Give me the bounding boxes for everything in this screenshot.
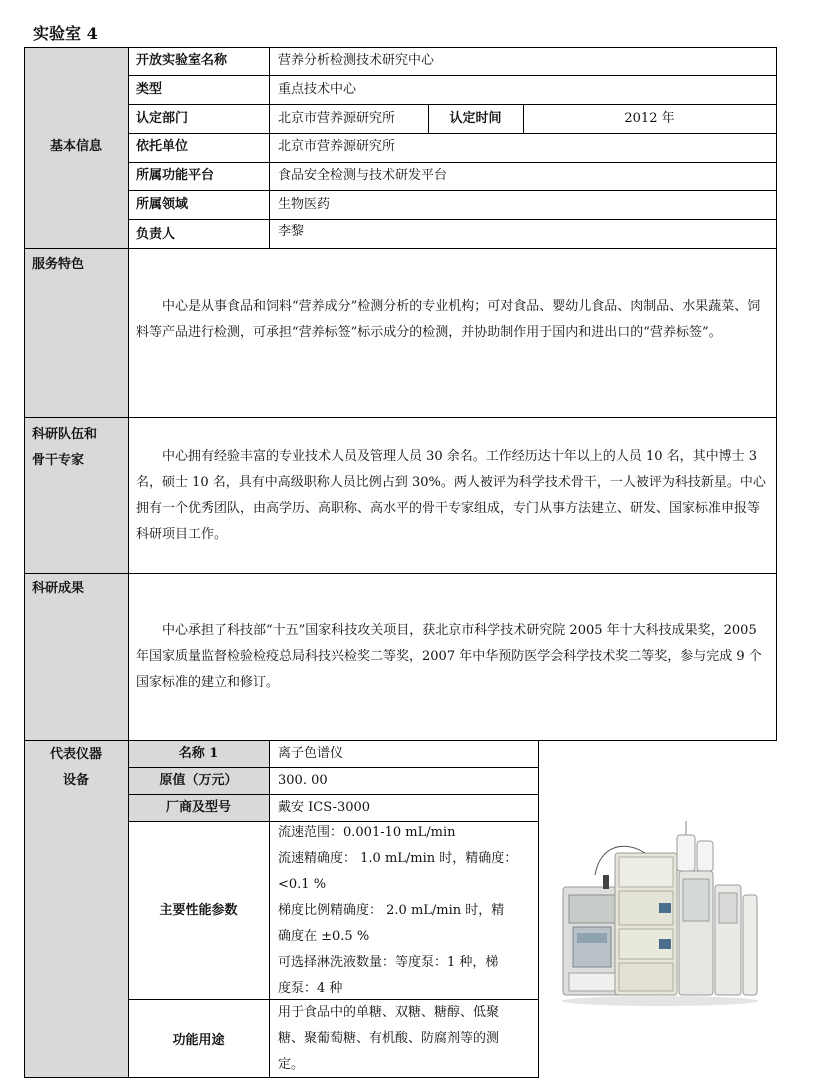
basic-info-label: 基本信息 <box>49 139 102 154</box>
param-line: 确度在 ±0.5 % <box>278 929 370 944</box>
host-unit-label: 依托单位 <box>136 139 189 154</box>
usage-line: 糖、聚葡萄糖、有机酸、防腐剂等的测 <box>278 1031 500 1046</box>
platform-label: 所属功能平台 <box>136 168 215 183</box>
host-unit-value: 北京市营养源研究所 <box>278 139 396 154</box>
team-label-line1: 科研队伍和 <box>32 427 98 442</box>
field-value: 生物医药 <box>278 197 331 212</box>
usage-line: 用于食品中的单糖、双糖、糖醇、低聚 <box>278 1005 500 1020</box>
instrument-label-cell <box>24 741 128 1078</box>
param-line: 梯度比例精确度： 2.0 mL/min 时，精 <box>278 903 505 918</box>
instrument-label-line2: 设备 <box>62 773 89 788</box>
certifying-dept-value: 北京市营养源研究所 <box>278 111 396 126</box>
instrument-usage-label: 功能用途 <box>172 1033 225 1048</box>
team-label-line2: 骨干专家 <box>32 453 85 468</box>
platform-value: 食品安全检测与技术研发平台 <box>278 168 448 183</box>
certified-time-value: 2012 年 <box>624 111 675 126</box>
lab-name-label: 开放实验室名称 <box>136 53 228 68</box>
team-text: 中心拥有经验丰富的专业技术人员及管理人员 30 余名。工作经历达十年以上的人员 10 名，其中博士 3 名，硕士 10 名，具有中高级职称人员比例占到 30%。两人被评为科学技术骨干，一人被评为科技新星。中心拥有一个优秀团队，由高学历、高职称、高水平的骨干专家组成，专门从事方法建立、研发、国家标准申报等科研项目工作。 <box>136 449 766 542</box>
results-label-cell <box>24 574 128 740</box>
field-label: 所属领域 <box>136 197 189 212</box>
page-title: 实验室 4 <box>33 24 98 43</box>
instrument-price-value: 300. 00 <box>278 773 328 788</box>
param-line: 流速精确度： 1.0 mL/min 时，精确度： <box>278 851 518 866</box>
director-value: 李黎 <box>278 224 305 239</box>
lab-name-value: 营养分析检测技术研究中心 <box>278 53 435 68</box>
instrument-name-label: 名称 1 <box>178 746 219 761</box>
certifying-dept-label: 认定部门 <box>136 111 189 126</box>
service-label: 服务特色 <box>32 257 85 272</box>
type-value: 重点技术中心 <box>278 82 357 97</box>
results-label: 科研成果 <box>32 581 85 596</box>
instrument-usage-text <box>278 1000 534 1078</box>
instrument-maker-value: 戴安 ICS-3000 <box>278 800 371 815</box>
instrument-params-list <box>278 820 534 1002</box>
param-line: 流速范围：0.001-10 mL/min <box>278 825 456 840</box>
instrument-label-line1: 代表仪器 <box>49 747 102 762</box>
usage-line: 定。 <box>278 1057 305 1072</box>
ion-chromatograph-photo <box>555 815 760 1010</box>
instrument-name-value: 离子色谱仪 <box>278 746 344 761</box>
type-label: 类型 <box>136 82 163 97</box>
certified-time-label: 认定时间 <box>449 111 502 126</box>
param-line: <0.1 % <box>278 877 327 892</box>
director-label: 负责人 <box>136 227 176 242</box>
instrument-price-label: 原值（万元） <box>159 773 238 788</box>
param-line: 度泵：4 种 <box>278 981 343 996</box>
service-text: 中心是从事食品和饲料“营养成分”检测分析的专业机构；可对食品、婴幼儿食品、肉制品、水果蔬菜、饲料等产品进行检测，可承担“营养标签”标示成分的检测，并协助制作用于国内和进出口的“营养标签”。 <box>136 299 761 340</box>
instrument-params-label: 主要性能参数 <box>159 903 238 918</box>
service-label-cell <box>24 249 128 417</box>
results-text: 中心承担了科技部“十五”国家科技攻关项目，获北京市科学技术研究院 2005 年十大科技成果奖，2005 年国家质量监督检验检疫总局科技兴检奖二等奖，2007 年中华预防医学会科学技术奖二等奖，参与完成 9 个国家标准的建立和修订。 <box>136 623 762 690</box>
param-line: 可选择淋洗液数量：等度泵：1 种，梯 <box>278 955 499 970</box>
instrument-maker-label: 厂商及型号 <box>165 800 231 815</box>
